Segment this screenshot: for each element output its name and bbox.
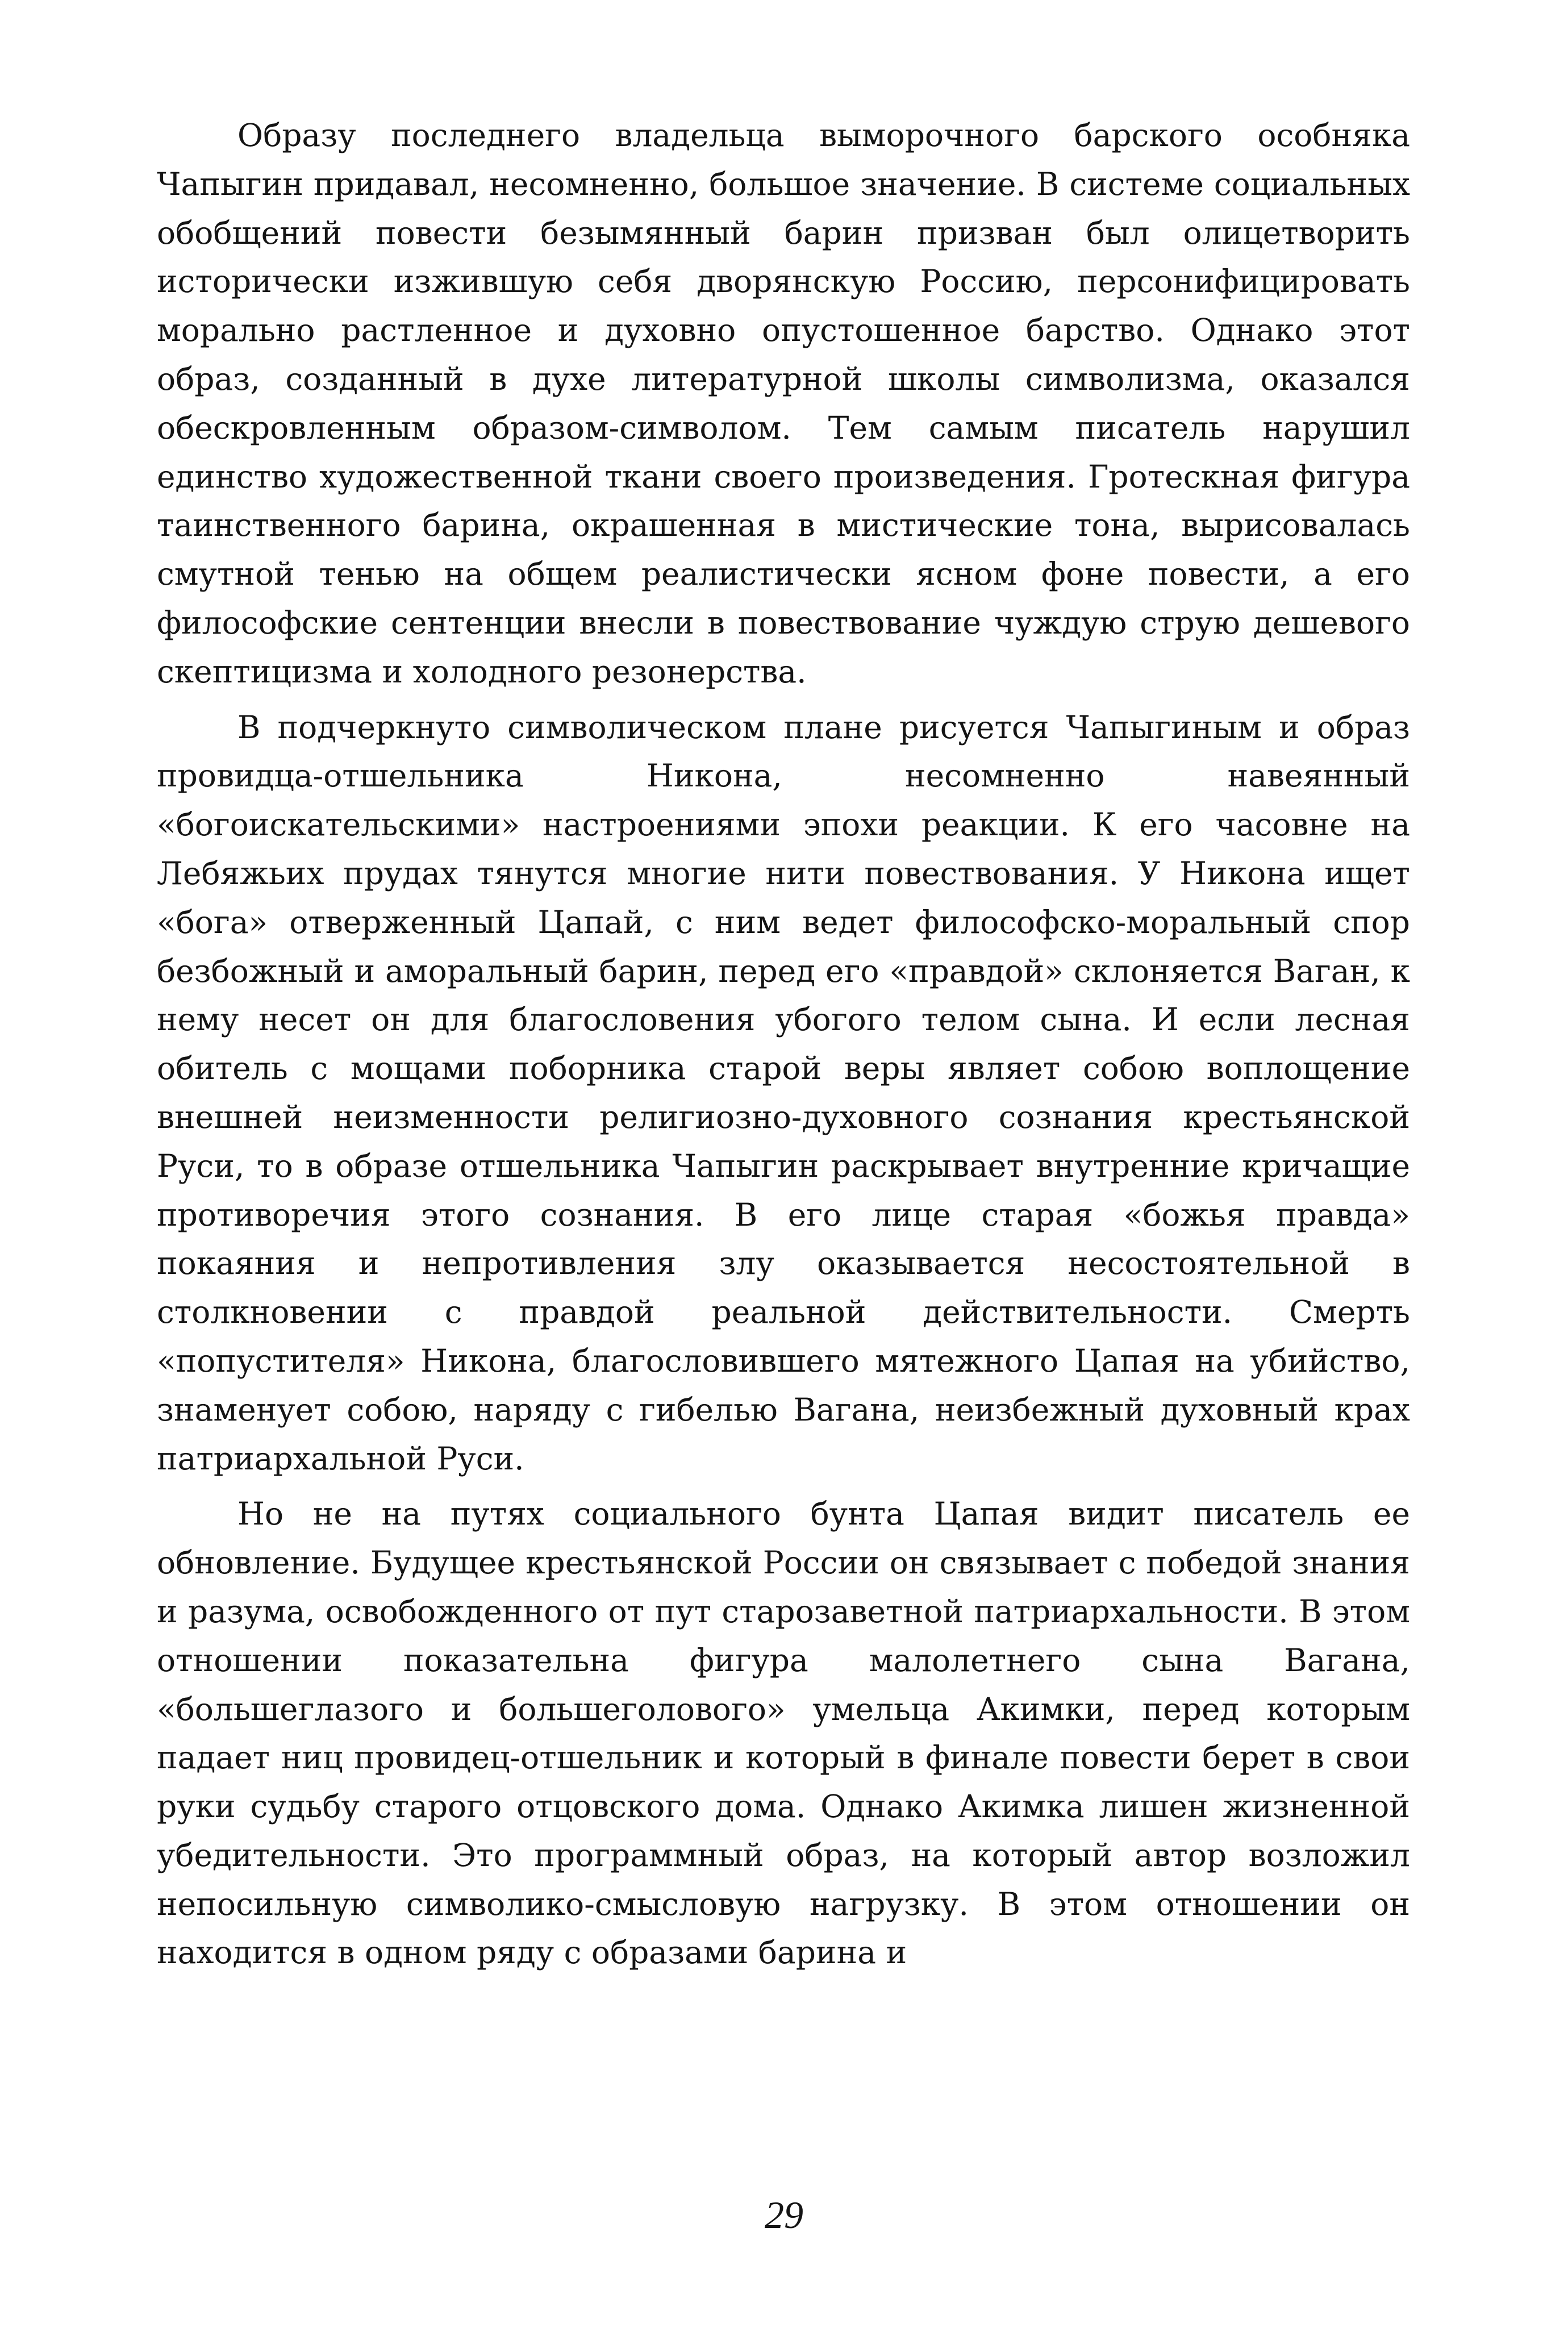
paragraph-3: Но не на путях социального бунта Цапая видит писатель ее обновление. Будущее крестьянской России он связывает с победой знания и разума, освобожденного от пут старозаветной патриархальности. В этом отношении показательна фигура малолетнего сына Вагана, «большеглазого и большеголового» умельца Акимки, перед которым падает ниц провидец-отшельник и который в финале повести берет в свои руки судьбу старого отцовского дома. Однако Акимка лишен жизненной убедительности. Это программный образ, на который автор возложил непосильную символико-смысловую нагрузку. В этом отношении он находится в одном ряду с образами барина и — [157, 1496, 1410, 1971]
paragraph-2: В подчеркнуто символическом плане рисуется Чапыгиным и образ провидца-отшельника Никона, несомненно навеянный «богоискательскими» настроениями эпохи реакции. К его часовне на Лебяжьих прудах тянутся многие нити повествования. У Никона ищет «бога» отверженный Цапай, с ним ведет философско-моральный спор безбожный и аморальный барин, перед его «правдой» склоняется Ваган, к нему несет он для благословения убогого телом сына. И если лесная обитель с мощами поборника старой веры являет собою воплощение внешней неизменности религиозно-духовного сознания крестьянской Руси, то в образе отшельника Чапыгин раскрывает внутренние кричащие противоречия этого сознания. В его лице старая «божья правда» покаяния и непротивления злу оказывается несостоятельной в столкновении с правдой реальной действительности. Смерть «попустителя» Никона, благословившего мятежного Цапая на убийство, знаменует собою, наряду с гибелью Вагана, неизбежный духовный крах патриархальной Руси. — [157, 709, 1410, 1477]
body-text — [157, 111, 1410, 1977]
paragraph-1: Образу последнего владельца выморочного барского особняка Чапыгин придавал, несомненно, большое значение. В системе социальных обобщений повести безымянный барин призван был олицетворить исторически изжившую себя дворянскую Россию, персонифицировать морально растленное и духовно опустошенное барство. Однако этот образ, созданный в духе литературной школы символизма, оказался обескровленным образом-символом. Тем самым писатель нарушил единство художественной ткани своего произведения. Гротескная фигура таинственного барина, окрашенная в мистические тона, вырисовалась смутной тенью на общем реалистически ясном фоне повести, а его философские сентенции внесли в повествование чуждую струю дешевого скептицизма и холодного резонерства. — [157, 117, 1410, 690]
page-number: 29 — [765, 2193, 803, 2236]
